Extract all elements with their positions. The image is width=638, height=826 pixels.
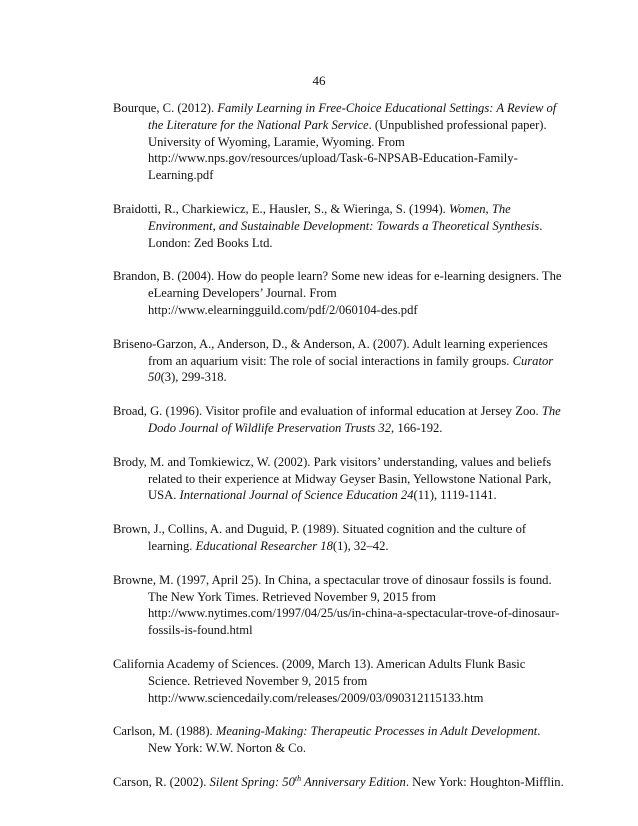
reference-entry: [113, 268, 565, 318]
ref-text: Carlson, M. (1988).: [113, 724, 216, 739]
ref-text: Brown, J., Collins, A. and Duguid, P. (1989). Situated cognition and the culture of learning.: [113, 522, 527, 553]
ref-text: Brandon, B. (2004). How do people learn? Some new ideas for e-learning designers. The eLearning Developers’ Journal. From http://www.elearningguild.com/pdf/2/060104-des.pdf: [113, 269, 562, 317]
ref-text: California Academy of Sciences. (2009, March 13). American Adults Flunk Basic Science. Retrieved November 9, 2015 from http://www.sciencedaily.com/releases/2009/03/090312115133.htm: [113, 656, 526, 705]
ref-title: Women, The Environment, and Sustainable Development: Towards a Theoretical Synthesis: [148, 201, 540, 233]
reference-list: [113, 100, 565, 808]
ref-text: Briseno-Garzon, A., Anderson, D., & Anderson, A. (2007). Adult learning experiences from an aquarium visit: The role of social interactions in family groups.: [113, 336, 548, 368]
ref-superscript: th: [294, 773, 302, 783]
ref-title: Silent Spring: 50: [209, 774, 295, 789]
reference-entry: [113, 201, 565, 251]
ref-title: International Journal of Science Education 24: [179, 488, 414, 503]
ref-text: . New York: Houghton-Mifflin.: [405, 774, 564, 789]
reference-entry: [113, 774, 565, 791]
reference-entry: [113, 403, 565, 437]
ref-title: Meaning-Making: Therapeutic Processes in Adult Development: [215, 724, 538, 739]
ref-text: Braidotti, R., Charkiewicz, E., Hausler, S., & Wieringa, S. (1994).: [113, 201, 449, 216]
ref-text: Brody, M. and Tomkiewicz, W. (2002). Park visitors’ understanding, values and beliefs related to their experience at Midway Geyser Basin, Yellowstone National Park, USA.: [113, 454, 552, 503]
reference-entry: [113, 723, 565, 757]
ref-text: Bourque, C. (2012).: [113, 101, 218, 115]
ref-text: Broad, G. (1996). Visitor profile and evaluation of informal education at Jersey Zoo.: [113, 404, 542, 419]
ref-text: (11), 1119-1141.: [413, 488, 497, 503]
page-number: 46: [312, 73, 326, 88]
reference-entry: [113, 336, 565, 386]
ref-title: Family Learning in Free-Choice Educational Settings: A Review of the Literature for the National Park Service: [148, 101, 557, 132]
ref-title: Curator 50: [148, 353, 554, 385]
ref-text: (3), 299-318.: [160, 370, 227, 385]
ref-title: Anniversary Edition: [301, 774, 406, 789]
ref-text: Browne, M. (1997, April 25). In China, a spectacular trove of dinosaur fossils is found. The New York Times. Retrieved November 9, 2015 from http://www.nytimes.com/1997/04/25/us/in-china-a-spectacular-trove-of-dinosaur-fossils-is-found.html: [113, 572, 560, 638]
reference-entry: [113, 100, 565, 184]
ref-text: Carson, R. (2002).: [113, 774, 210, 789]
reference-entry: [113, 521, 565, 555]
ref-text: (1), 32–42.: [332, 538, 389, 553]
ref-title: Educational Researcher 18: [195, 538, 333, 553]
ref-text: , 166-192.: [391, 420, 443, 435]
ref-text: . New York: W.W. Norton & Co.: [148, 724, 541, 756]
reference-entry: [113, 656, 565, 706]
reference-entry: [113, 454, 565, 504]
ref-text: . London: Zed Books Ltd.: [148, 218, 543, 250]
ref-title: The Dodo Journal of Wildlife Preservation Trusts 32: [148, 404, 561, 435]
reference-entry: [113, 572, 565, 639]
ref-text: . (Unpublished professional paper). University of Wyoming, Laramie, Wyoming. From http://www.nps.gov/resources/upload/Task-6-NPSAB-Education-Family-Learning.pdf: [148, 117, 547, 183]
